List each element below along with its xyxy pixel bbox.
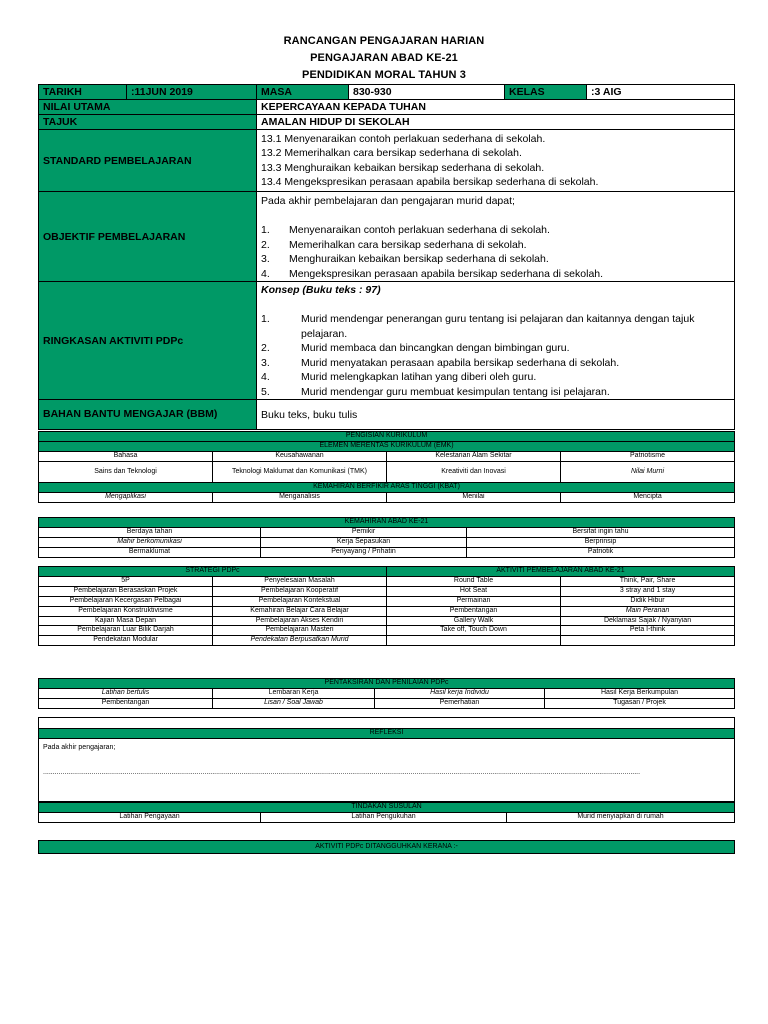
strategi-item: 5P	[39, 576, 213, 586]
tindakan-item: Latihan Pengukuhan	[261, 812, 507, 822]
ringkasan-item: 4. Murid melengkapkan latihan yang diberi oleh guru.	[261, 371, 537, 383]
refleksi-dots: ...................................................................................................................................................................................................................................................................................................................	[43, 768, 641, 776]
tindakan-table	[38, 802, 735, 823]
strategi-item: Penyelesaian Masalah	[213, 576, 387, 586]
strategi-item: Pendekatan Modular	[39, 636, 213, 646]
ringkasan-item: 2. Murid membaca dan bincangkan dengan bimbingan guru.	[261, 342, 570, 354]
standard-item: 13.4 Mengekspresikan perasaan apabila bersikap sederhana di sekolah.	[261, 176, 599, 188]
standard-item: 13.1 Menyenaraikan contoh perlakuan sederhana di sekolah.	[261, 132, 546, 145]
strategi-heading: STRATEGI PDPc	[39, 567, 387, 577]
masa-value: 830-930	[349, 85, 505, 100]
nilai-utama-label: NILAI UTAMA	[39, 100, 257, 115]
strategi-table	[38, 566, 735, 646]
kurikulum-heading: PENGISIAN KURIKULUM	[39, 432, 735, 442]
aktiviti-item: Round Table	[387, 576, 561, 586]
strategi-item: Pembelajaran Luar Bilik Darjah	[39, 626, 213, 636]
ditangguhkan-table	[38, 840, 735, 854]
strategi-item: Pembelajaran Berasaskan Projek	[39, 586, 213, 596]
nilai-utama-value: KEPERCAYAAN KEPADA TUHAN	[257, 100, 735, 115]
strategi-item: Kajian Masa Depan	[39, 616, 213, 626]
emk-item: Kelestarian Alam Sekitar	[387, 451, 561, 461]
ringkasan-item: 3. Murid menyatakan perasaan apabila bersikap sederhana di sekolah.	[261, 356, 620, 369]
pentaksiran-item: Tugasan / Projek	[545, 698, 735, 708]
pentaksiran-item: Pembentangan	[39, 698, 213, 708]
aktiviti-item	[387, 636, 561, 646]
strategi-item: Pembelajaran Kecergasan Pelbagai	[39, 596, 213, 606]
strategi-item: Kemahiran Belajar Cara Belajar	[213, 606, 387, 616]
pentaksiran-heading: PENTAKSIRAN DAN PENILAIAN PDPc	[39, 679, 735, 689]
document-title: RANCANGAN PENGAJARAN HARIAN	[283, 35, 485, 47]
kbat-item: Menganalisis	[213, 492, 387, 502]
tindakan-item: Latihan Pengayaan	[39, 812, 261, 822]
pentaksiran-item: Lembaran Kerja	[213, 688, 375, 698]
strategi-item: Pembelajaran Konstruktivisme	[39, 606, 213, 616]
aktiviti-item: 3 stray and 1 stay	[561, 586, 735, 596]
pentaksiran-item: Latihan bertulis	[39, 688, 213, 698]
kurikulum-table	[38, 431, 735, 503]
abad-item: Berdaya tahan	[39, 527, 261, 537]
kelas-label: KELAS	[505, 85, 587, 100]
bbm-label: BAHAN BANTU MENGAJAR (BBM)	[39, 400, 257, 430]
aktiviti-item: Pembentangan	[387, 606, 561, 616]
ringkasan-item: 5. Murid mendengar guru membuat kesimpulan tentang isi pelajaran.	[261, 385, 610, 398]
standard-label: STANDARD PEMBELAJARAN	[39, 130, 257, 192]
aktiviti-item: Gallery Walk	[387, 616, 561, 626]
pentaksiran-item: Hasil kerja Individu	[375, 688, 545, 698]
spacer-row	[39, 718, 735, 729]
aktiviti-item: Think, Pair, Share	[561, 576, 735, 586]
emk-heading: ELEMEN MERENTAS KURIKULUM (EMK)	[39, 441, 735, 451]
standard-item: 13.3 Menghuraikan kebaikan bersikap sederhana di sekolah.	[261, 161, 545, 174]
kbat-item: Mengaplikasi	[39, 492, 213, 502]
aktiviti-item: Permainan	[387, 596, 561, 606]
abad-item: Bermaklumat	[39, 547, 261, 557]
aktiviti-item: Didik Hibur	[561, 596, 735, 606]
ringkasan-content	[257, 282, 735, 400]
tarikh-value: :11JUN 2019	[127, 85, 257, 100]
refleksi-table	[38, 717, 735, 802]
ringkasan-item: 1. Murid mendengar penerangan guru tentang isi pelajaran dan kaitannya dengan tajuk pelajaran.	[261, 313, 695, 340]
abad-item: Penyayang / Prihatin	[261, 547, 467, 557]
abad-item: Patriotik	[467, 547, 735, 557]
aktiviti-item: Hot Seat	[387, 586, 561, 596]
strategi-item: Pembelajaran Kontekstual	[213, 596, 387, 606]
tajuk-value: AMALAN HIDUP DI SEKOLAH	[257, 115, 735, 130]
emk-item: Patriotisme	[561, 451, 735, 461]
tindakan-item: Murid menyiapkan di rumah	[507, 812, 735, 822]
tindakan-heading: TINDAKAN SUSULAN	[39, 803, 735, 813]
kelas-value: :3 AIG	[587, 85, 735, 100]
aktiviti-item: Peta I-think	[561, 626, 735, 636]
ditangguhkan-heading: AKTIVITI PDPc DITANGGUHKAN KERANA :-	[39, 841, 735, 854]
objektif-label: OBJEKTIF PEMBELAJARAN	[39, 192, 257, 282]
pentaksiran-item: Lisan / Soal Jawab	[213, 698, 375, 708]
objektif-content	[257, 192, 735, 282]
ringkasan-label: RINGKASAN AKTIVITI PDPc	[39, 282, 257, 400]
strategi-item: Pembelajaran Akses Kendiri	[213, 616, 387, 626]
pentaksiran-table	[38, 678, 735, 709]
abad-item: Mahir berkomunikasi	[39, 537, 261, 547]
emk-item: Kreativiti dan Inovasi	[387, 461, 561, 482]
abad-item: Berprinsip	[467, 537, 735, 547]
aktiviti-heading: AKTIVITI PEMBELAJARAN ABAD KE-21	[387, 567, 735, 577]
document-header	[0, 33, 768, 84]
strategi-item: Pembelajaran Masteri	[213, 626, 387, 636]
pentaksiran-item: Hasil Kerja Berkumpulan	[545, 688, 735, 698]
abad-item: Kerja Sepasukan	[261, 537, 467, 547]
document-subtitle: PENGAJARAN ABAD KE-21	[310, 52, 458, 64]
bbm-value: Buku teks, buku tulis	[257, 400, 735, 430]
aktiviti-item	[561, 636, 735, 646]
kbat-heading: KEMAHIRAN BERFIKIR ARAS TINGGI (KBAT)	[39, 482, 735, 492]
emk-item: Nilai Murni	[561, 461, 735, 482]
objektif-intro: Pada akhir pembelajaran dan pengajaran murid dapat;	[261, 195, 515, 207]
tarikh-label: TARIKH	[39, 85, 127, 100]
konsep-line: Konsep (Buku teks : 97)	[261, 284, 381, 296]
subject-title: PENDIDIKAN MORAL TAHUN 3	[302, 69, 466, 81]
objektif-item: 2. Memerihalkan cara bersikap sederhana di sekolah.	[261, 238, 527, 251]
strategi-item: Pembelajaran Kooperatif	[213, 586, 387, 596]
kbat-item: Mencipta	[561, 492, 735, 502]
objektif-item: 3. Menghuraikan kebaikan bersikap sederhana di sekolah.	[261, 253, 549, 265]
pentaksiran-item: Pemerhatian	[375, 698, 545, 708]
tajuk-label: TAJUK	[39, 115, 257, 130]
masa-label: MASA	[257, 85, 349, 100]
abad-heading: KEMAHIRAN ABAD KE-21	[39, 518, 735, 528]
standard-item: 13.2 Memerihalkan cara bersikap sederhana di sekolah.	[261, 147, 522, 159]
emk-item: Keusahawanan	[213, 451, 387, 461]
emk-item: Bahasa	[39, 451, 213, 461]
abad-item: Pemikir	[261, 527, 467, 537]
kbat-item: Menilai	[387, 492, 561, 502]
refleksi-text: Pada akhir pengajaran;	[43, 743, 116, 751]
abad-table	[38, 517, 735, 558]
strategi-item: Pendekatan Berpusatkan Murid	[213, 636, 387, 646]
standard-list	[257, 130, 735, 192]
refleksi-box	[39, 738, 735, 801]
aktiviti-item: Take off, Touch Down	[387, 626, 561, 636]
aktiviti-item: Deklamasi Sajak / Nyanyian	[561, 616, 735, 626]
emk-item: Teknologi Maklumat dan Komunikasi (TMK)	[213, 461, 387, 482]
objektif-item: 4. Mengekspresikan perasaan apabila bersikap sederhana di sekolah.	[261, 267, 604, 280]
objektif-item: 1. Menyenaraikan contoh perlakuan sederhana di sekolah.	[261, 224, 550, 236]
abad-item: Bersifat ingin tahu	[467, 527, 735, 537]
refleksi-heading: REFLEKSI	[39, 729, 735, 739]
aktiviti-item: Main Peranan	[561, 606, 735, 616]
emk-item: Sains dan Teknologi	[39, 461, 213, 482]
lesson-plan-table	[38, 84, 735, 430]
